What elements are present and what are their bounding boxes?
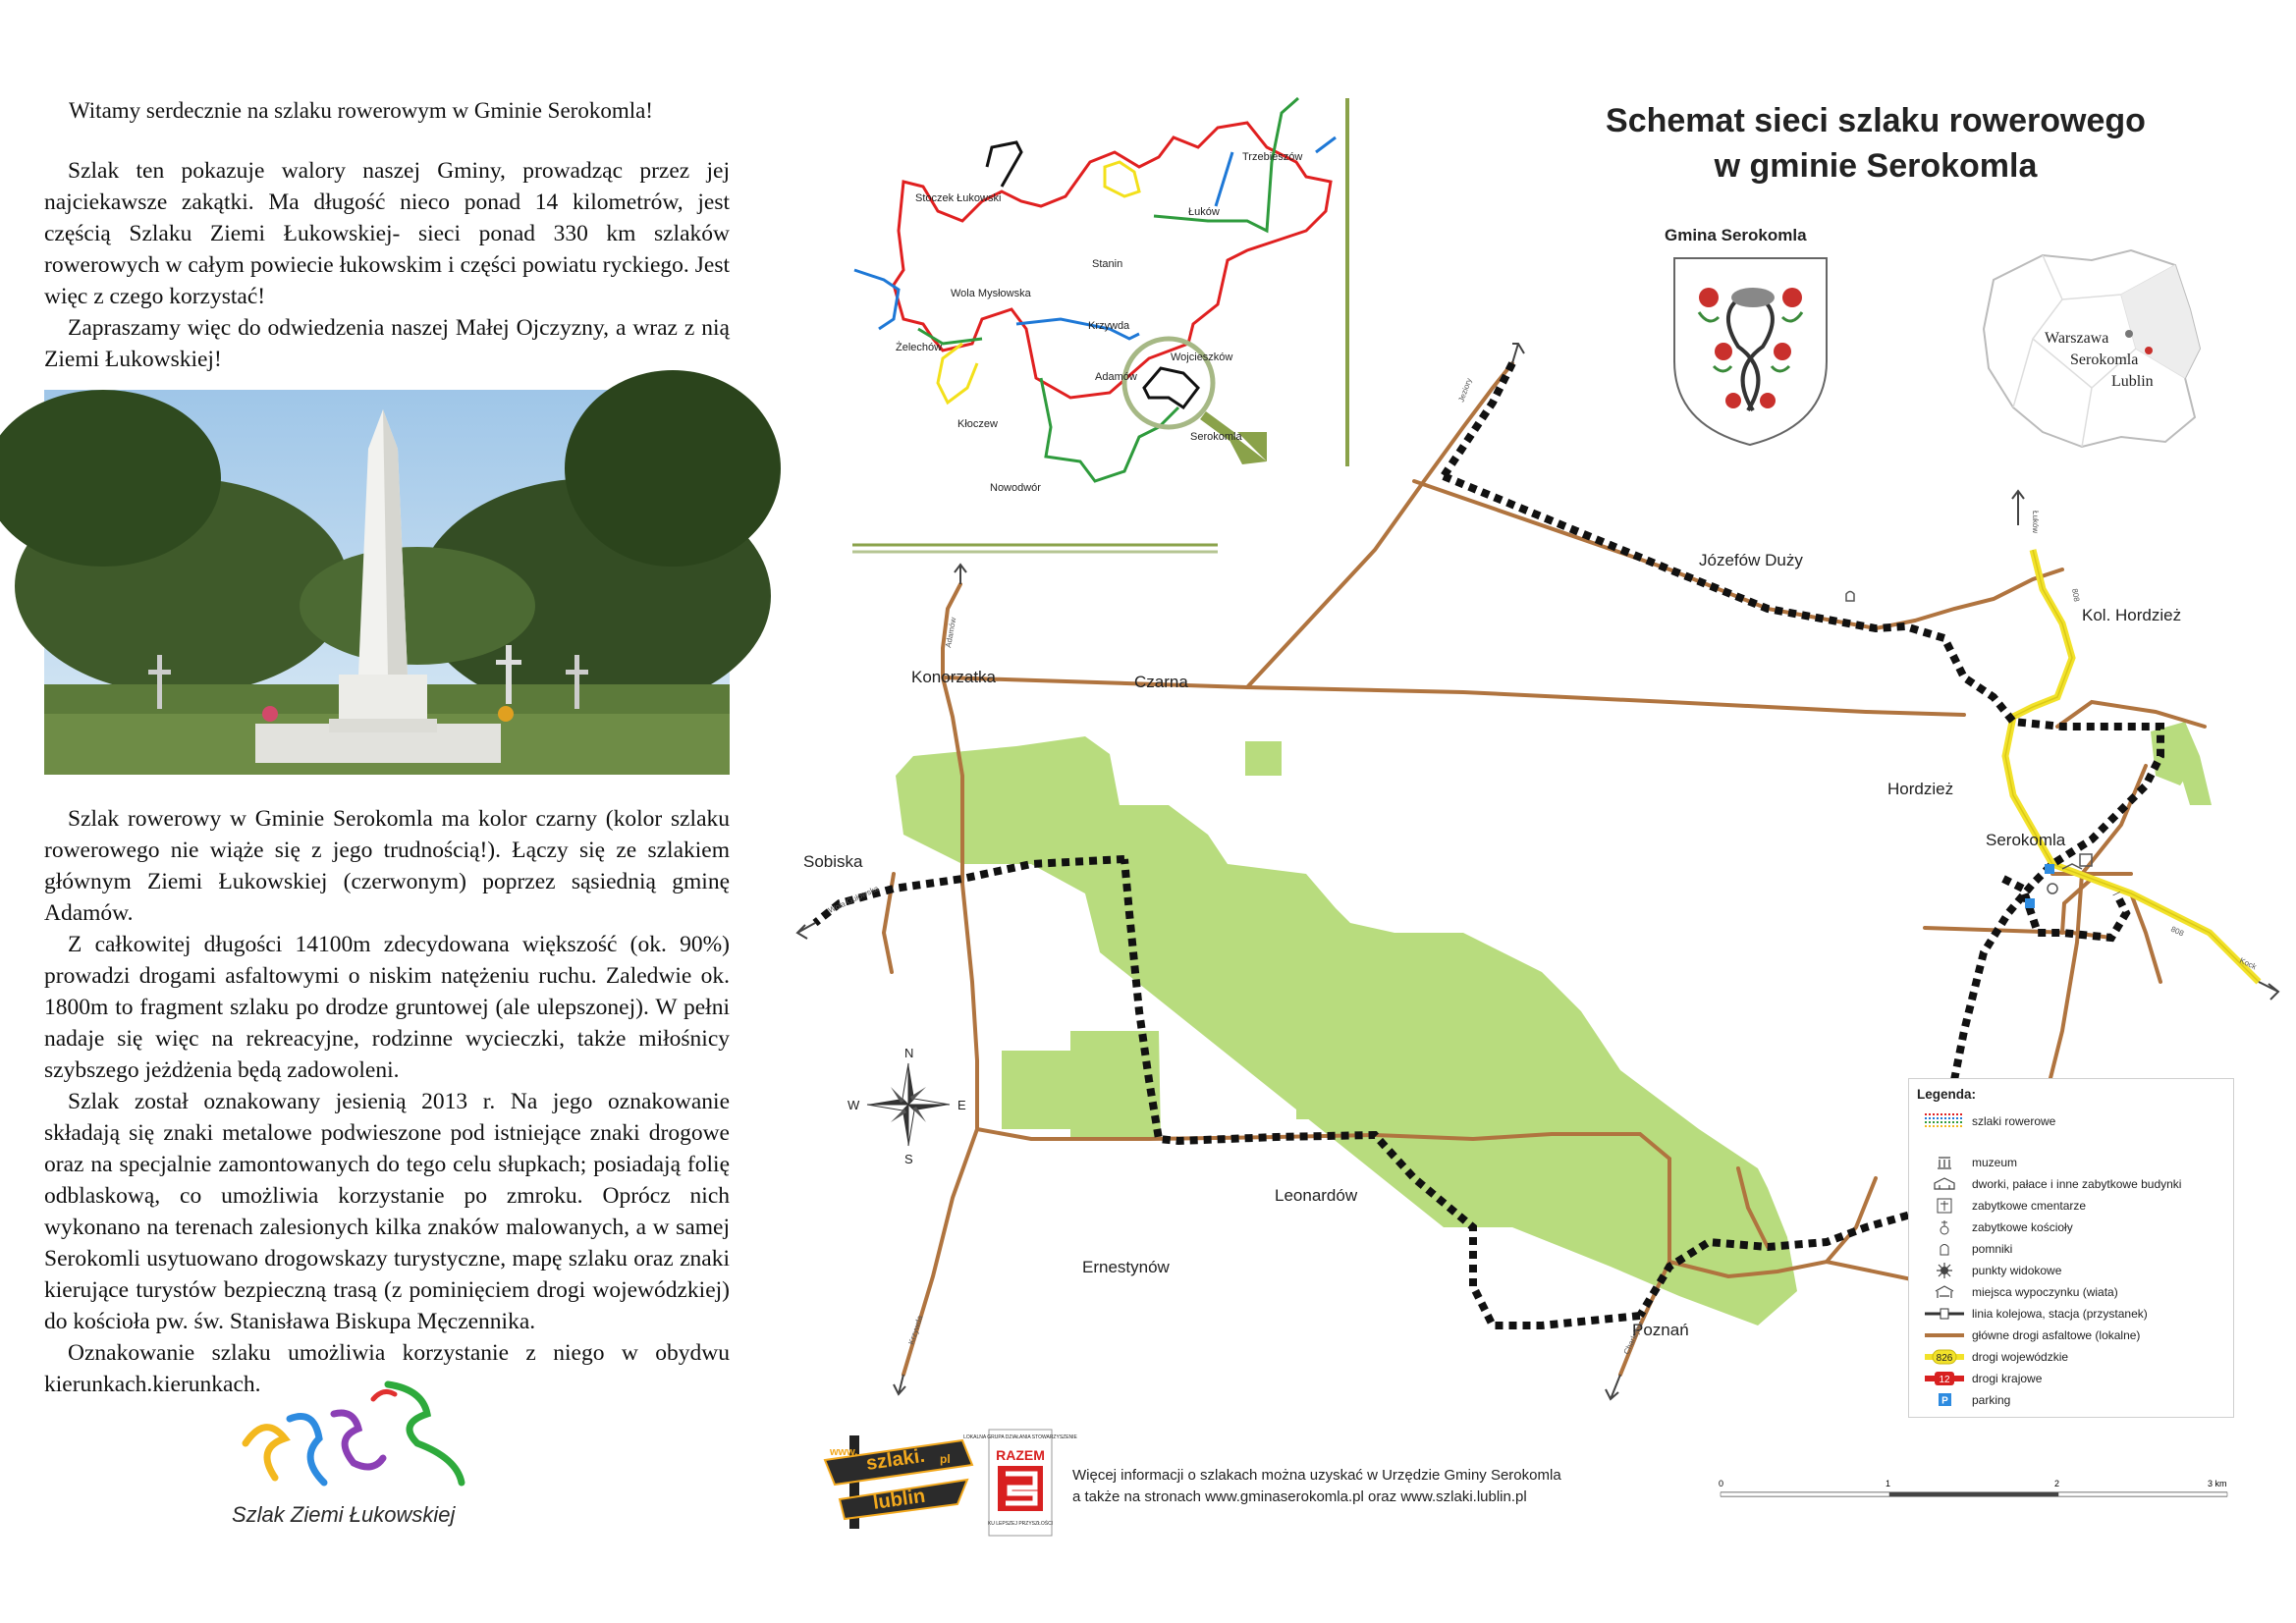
compass-west: W: [847, 1098, 860, 1112]
description-paragraph: Szlak rowerowy w Gminie Serokomla ma kolor czarny (kolor szlaku rowerowego nie wiąże się z jego trudnością!). Łączy się ze szlakiem głównym Ziemi Łukowskiej (czerwonym) poprzez sąsiednią gminę Adamów.: [44, 806, 730, 926]
legend-item-museum: [1909, 1154, 2233, 1173]
info-line: Więcej informacji o szlakach można uzyskać w Urzędzie Gminy Serokomla: [1072, 1467, 1561, 1484]
legend-label: pomniki: [1972, 1242, 2013, 1256]
national-road-icon: [1923, 1370, 1966, 1387]
scale-label: 2: [2054, 1479, 2060, 1488]
road-number-label: 808: [2070, 587, 2082, 603]
compass-south: S: [904, 1152, 913, 1166]
place-label: Kol. Hordzież: [2082, 606, 2182, 624]
legend-label: drogi krajowe: [1972, 1372, 2043, 1385]
legend-item-cemetery: [1909, 1197, 2233, 1217]
legend-item-monument: [1909, 1240, 2233, 1260]
legend-label: główne drogi asfaltowe (lokalne): [1972, 1328, 2141, 1342]
description-paragraph: Oznakowanie szlaku umożliwia korzystanie z niego w obydwu kierunkach.kierunkach.: [44, 1340, 730, 1397]
lgd-razem-logo: [963, 1429, 1077, 1537]
legend-label: parking: [1972, 1393, 2011, 1407]
compass-rose: [847, 1046, 966, 1166]
scale-bar: [1719, 1473, 2229, 1512]
road-direction-label: Krzywda: [906, 1314, 925, 1346]
description-paragraph: Szlak został oznakowany jesienią 2013 r. Na jego oznakowanie składają się znaki metalowe podwieszone pod istniejące znaki drogowe oraz na specjalnie zamontowanych do tego celu słupkach; posiadają folię odblaskową, co umożliwia korzystanie po zmroku. Oprócz nich wykonano na terenach zalesionych kilka znaków malowanych, a w samej Serokomli usytuowano drogowskazy turystyczne, mapę szlaku oraz znaki kierujące turystów bezpieczną trasą (z pominięciem drogi wojewódzkiej) do kościoła pw. św. Stanisława Biskupa Męczennika.: [44, 1089, 730, 1334]
logo-text: LOKALNA GRUPA DZIAŁANIA STOWARZYSZENIE: [963, 1434, 1077, 1440]
legend-label: linia kolejowa, stacja (przystanek): [1972, 1307, 2148, 1321]
legend-label: drogi wojewódzkie: [1972, 1350, 2069, 1364]
church-icon: [1923, 1218, 1966, 1236]
map-legend: [1908, 1078, 2234, 1418]
logo-text: lublin: [871, 1485, 927, 1514]
legend-label: punkty widokowe: [1972, 1264, 2062, 1277]
voivodeship-road-icon: [1923, 1348, 1966, 1366]
place-label: Konorzatka: [911, 668, 996, 686]
monument-photo: [44, 390, 730, 775]
overview-label: Serokomla: [1190, 431, 1242, 443]
legend-item-parking: [1909, 1391, 2233, 1411]
overview-label: Krzywda: [1088, 320, 1130, 332]
legend-label: dworki, pałace i inne zabytkowe budynki: [1972, 1177, 2182, 1191]
church-icon: [2048, 884, 2057, 893]
road-badge: 826: [1936, 1353, 1953, 1364]
monument-icon: [1846, 592, 1854, 602]
svg-text:P: P: [1941, 1395, 1948, 1407]
coat-of-arms-label: Gmina Serokomla: [1665, 226, 1807, 244]
city-label: Warszawa: [2045, 330, 2109, 347]
place-label: Ernestynów: [1082, 1258, 1170, 1276]
legend-item-voivodeship-road: [1909, 1348, 2233, 1368]
legend-label: zabytkowe kościoły: [1972, 1220, 2073, 1234]
map-title: [1532, 98, 2219, 189]
compass-north: N: [904, 1046, 914, 1060]
viewpoint-icon: [1923, 1262, 1966, 1279]
parking-icon: [2025, 898, 2035, 908]
description-paragraph: Z całkowitej długości 14100m zdecydowana większość (ok. 90%) prowadzi drogami asfaltowymi o niskim natężeniu ruchu. Zaledwie ok. 1800m to fragment szlaku po drodze gruntowej (ale ulepszonej). W pełni nadaje się więc na rekreacyjne, rodzinne wycieczki, także miłośnicy szybszego jeżdżenia będą zadowoleni.: [44, 932, 730, 1083]
legend-item-shelter: [1909, 1283, 2233, 1303]
legend-label: muzeum: [1972, 1156, 2018, 1169]
bike-trails-icon: [1923, 1112, 1966, 1130]
logo-text: www.: [830, 1446, 858, 1458]
legend-title: Legenda:: [1917, 1087, 1977, 1102]
legend-item-national-road: [1909, 1370, 2233, 1389]
road-direction-label: Jeziory: [1456, 376, 1474, 404]
place-label: Serokomla: [1986, 831, 2066, 849]
legend-item-viewpoint: [1909, 1262, 2233, 1281]
cemetery-icon: [1923, 1197, 1966, 1215]
overview-label: Kłoczew: [957, 418, 998, 430]
legend-item-bike-trails: [1909, 1112, 2233, 1132]
parking-icon: [1923, 1391, 1966, 1409]
intro-title: Witamy serdecznie na szlaku rowerowym w Gminie Serokomla!: [69, 98, 653, 123]
overview-label: Trzebieszów: [1242, 151, 1303, 163]
place-label: Sobiska: [803, 852, 863, 871]
logo-text: pl: [940, 1452, 951, 1466]
road-number-label: 808: [2169, 924, 2186, 939]
road-direction-label: Łuków: [2031, 511, 2040, 534]
road-badge: 12: [1939, 1375, 1950, 1385]
more-info-text: [1072, 1465, 1561, 1508]
trail-description: [44, 803, 730, 1400]
logo-text: RAZEM: [996, 1447, 1045, 1463]
legend-item-local-road: [1909, 1326, 2233, 1346]
compass-east: E: [957, 1098, 966, 1112]
overview-label: Nowodwór: [990, 482, 1041, 494]
road-direction-label: Wola Gułowska: [827, 884, 881, 915]
road-direction-label: Kock: [2238, 955, 2259, 972]
manor-icon: [1923, 1175, 1966, 1193]
monument-icon: [1923, 1240, 1966, 1258]
overview-label: Łuków: [1188, 206, 1220, 218]
overview-label: Żelechów: [896, 342, 943, 353]
intro-paragraph: Zapraszamy więc do odwiedzenia naszej Małej Ojczyzny, a wraz z nią Ziemi Łukowskiej!: [44, 315, 730, 372]
szlak-ziemi-lukowskiej-logo: [226, 1375, 486, 1542]
city-label: Serokomla: [2070, 352, 2139, 368]
legend-label: zabytkowe cmentarze: [1972, 1199, 2087, 1213]
map-title-line: Schemat sieci szlaku rowerowego: [1606, 102, 2146, 139]
intro-paragraph: Szlak ten pokazuje walory naszej Gminy, prowadząc przez jej najciekawsze zakątki. Ma długość nieco ponad 14 kilometrów, jest częścią Szlaku Ziemi Łukowskiej- sieci ponad 330 km szlaków rowerowych w całym powiecie łukowskim i części powiatu ryckiego. Jest więc z czego korzystać!: [44, 158, 730, 309]
place-label: Hordzież: [1887, 780, 1954, 798]
road-direction-label: Adamów: [944, 617, 958, 649]
road-direction-label: Charlejów: [1621, 1320, 1645, 1356]
overview-label: Stanin: [1092, 258, 1123, 270]
place-label: Józefów Duży: [1699, 551, 1803, 569]
info-line: a także na stronach www.gminaserokomla.pl oraz www.szlaki.lublin.pl: [1072, 1488, 1527, 1505]
legend-item-church: [1909, 1218, 2233, 1238]
logo-text: szlaki.: [864, 1444, 927, 1475]
logo-caption: Szlak Ziemi Łukowskiej: [232, 1502, 456, 1527]
place-label: Leonardów: [1275, 1186, 1358, 1205]
scale-label: 0: [1719, 1479, 1724, 1488]
map-title-line: w gminie Serokomla: [1714, 147, 2038, 185]
legend-item-railway: [1909, 1305, 2233, 1325]
overview-label: Wola Mysłowska: [951, 288, 1031, 299]
overview-label: Adamów: [1095, 371, 1137, 383]
city-label: Lublin: [2111, 373, 2154, 390]
place-label: Czarna: [1134, 673, 1188, 691]
legend-label: miejsca wypoczynku (wiata): [1972, 1285, 2118, 1299]
legend-label: szlaki rowerowe: [1972, 1114, 2056, 1128]
scale-label: 1: [1886, 1479, 1891, 1488]
overview-label: Wojcieszków: [1171, 352, 1233, 363]
intro-paragraphs: [44, 155, 730, 375]
museum-icon: [1923, 1154, 1966, 1171]
parking-icon: [2045, 864, 2054, 874]
place-label: Poznań: [1632, 1321, 1689, 1339]
legend-item-manor: [1909, 1175, 2233, 1195]
scale-label: 3 km: [2208, 1479, 2227, 1488]
logo-text: KU LEPSZEJ PRZYSZŁOŚCI: [987, 1521, 1054, 1527]
railway-icon: [1923, 1305, 1966, 1323]
overview-label: Stoczek Łukowski: [915, 192, 1002, 204]
szlaki-lublin-logo: [820, 1426, 977, 1534]
shelter-icon: [1923, 1283, 1966, 1301]
local-road-icon: [1923, 1326, 1966, 1344]
